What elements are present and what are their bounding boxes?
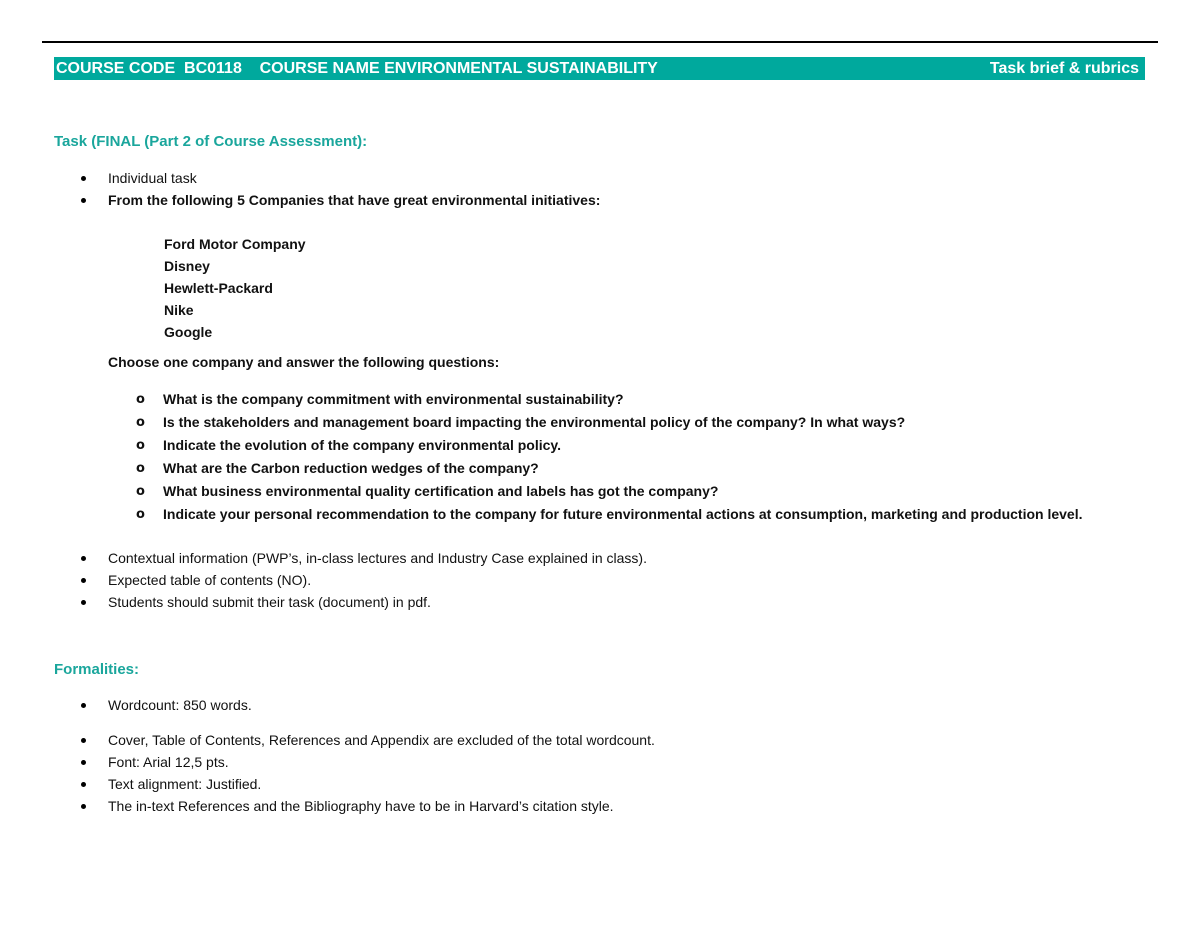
question-item: o What business environmental quality certification and labels has got the company?: [136, 480, 1146, 503]
list-item: Contextual information (PWP’s, in-class lectures and Industry Case explained in class).: [78, 547, 1158, 569]
task-bullets: [78, 167, 1158, 211]
list-item: Text alignment: Justified.: [78, 773, 1158, 795]
company-item: Ford Motor Company: [164, 236, 306, 252]
company-item: Hewlett-Packard: [164, 280, 273, 296]
wordcount-bullet: [78, 694, 1158, 716]
question-item: o Is the stakeholders and management board impacting the environmental policy of the company? In what ways?: [136, 411, 1146, 434]
company-item: Disney: [164, 258, 210, 274]
question-item: o What are the Carbon reduction wedges of the company?: [136, 457, 1146, 480]
list-item: Font: Arial 12,5 pts.: [78, 751, 1158, 773]
task-title: Task (FINAL (Part 2 of Course Assessment):: [54, 133, 368, 150]
info-bullets: [78, 547, 1158, 613]
choose-instruction: Choose one company and answer the following questions:: [108, 354, 500, 370]
question-item: o Indicate the evolution of the company environmental policy.: [136, 434, 1146, 457]
list-item: Students should submit their task (document) in pdf.: [78, 591, 1158, 613]
list-item: The in-text References and the Bibliography have to be in Harvard’s citation style.: [78, 795, 1158, 817]
question-list: [136, 388, 1146, 526]
course-code: COURSE CODE BC0118 COURSE NAME ENVIRONMENTAL SUSTAINABILITY: [56, 59, 658, 77]
question-item: o What is the company commitment with environmental sustainability?: [136, 388, 1146, 411]
company-item: Nike: [164, 302, 194, 318]
formalities-title: Formalities:: [54, 661, 140, 678]
list-item: From the following 5 Companies that have great environmental initiatives:: [78, 189, 1158, 211]
list-item: Individual task: [78, 167, 1158, 189]
company-item: Google: [164, 324, 213, 340]
list-item: Expected table of contents (NO).: [78, 569, 1158, 591]
header-bar: [54, 57, 1145, 80]
list-item: Cover, Table of Contents, References and Appendix are excluded of the total wordcount.: [78, 729, 1158, 751]
formalities-bullets: [78, 729, 1158, 817]
company-list: [164, 233, 306, 343]
top-rule: [42, 41, 1158, 43]
list-item: Wordcount: 850 words.: [78, 694, 1158, 716]
task-brief-label: Task brief & rubrics: [989, 59, 1139, 77]
question-item: o Indicate your personal recommendation to the company for future environmental actions at consumption, marketing and production level.: [136, 503, 1146, 526]
